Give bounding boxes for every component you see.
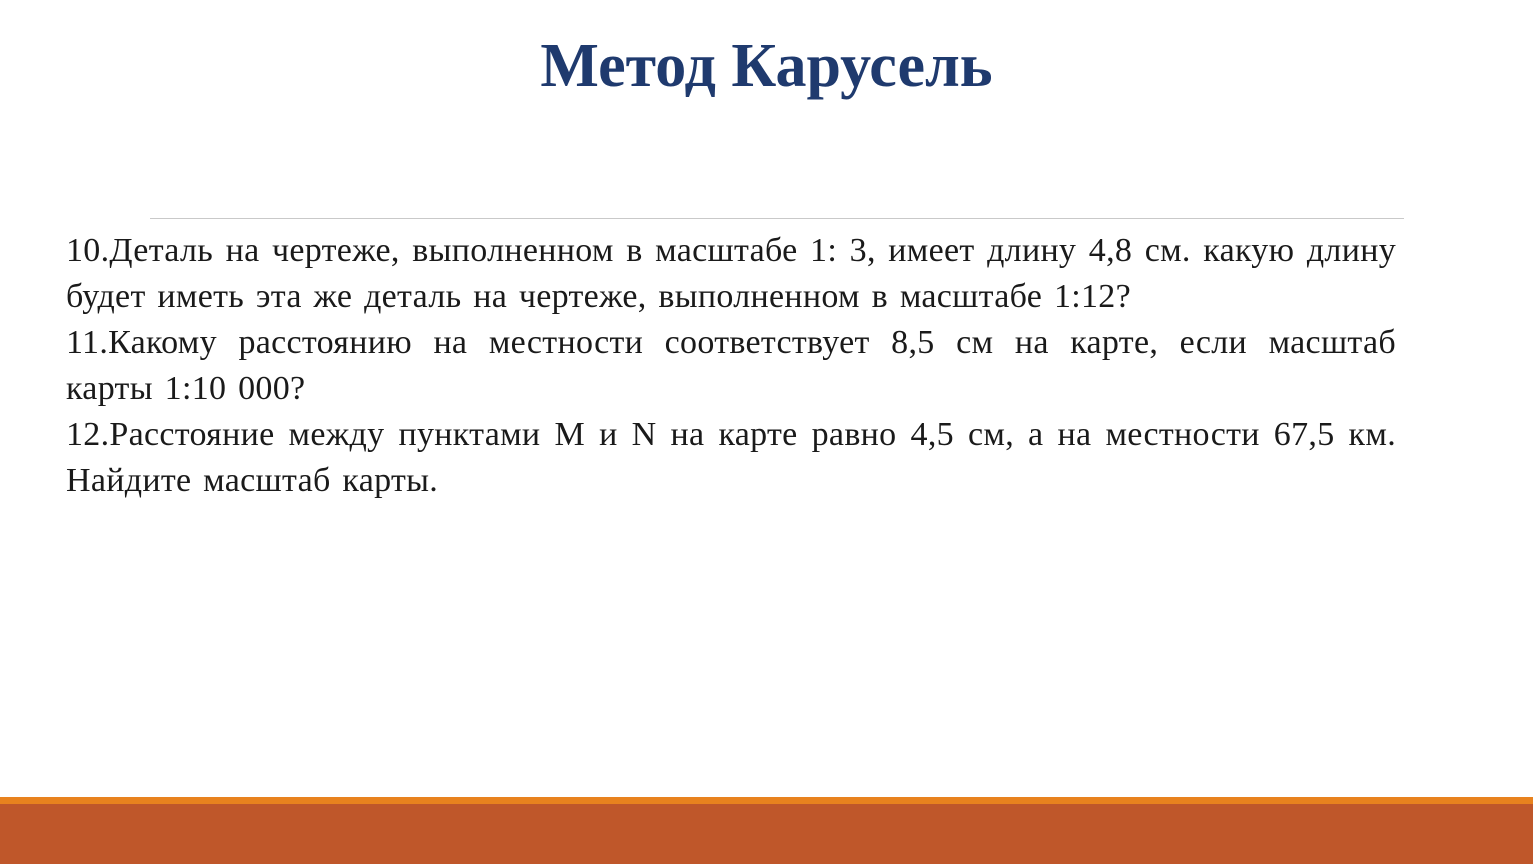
task-12: 12.Расстояние между пунктами M и N на карте равно 4,5 см, а на местности 67,5 км. Найдите масштаб карты. (66, 416, 1396, 499)
slide-body (66, 228, 1396, 504)
slide-title: Метод Карусель (540, 32, 993, 100)
footer-band (0, 804, 1533, 864)
task-11: 11.Какому расстоянию на местности соответствует 8,5 см на карте, если масштаб карты 1:10 000? (66, 324, 1396, 407)
title-divider (150, 218, 1404, 219)
task-10: 10.Деталь на чертеже, выполненном в масштабе 1: 3, имеет длину 4,8 см. какую длину будет иметь эта же деталь на чертеже, выполненном в масштабе 1:12? (66, 232, 1396, 315)
footer-accent-stripe (0, 797, 1533, 804)
